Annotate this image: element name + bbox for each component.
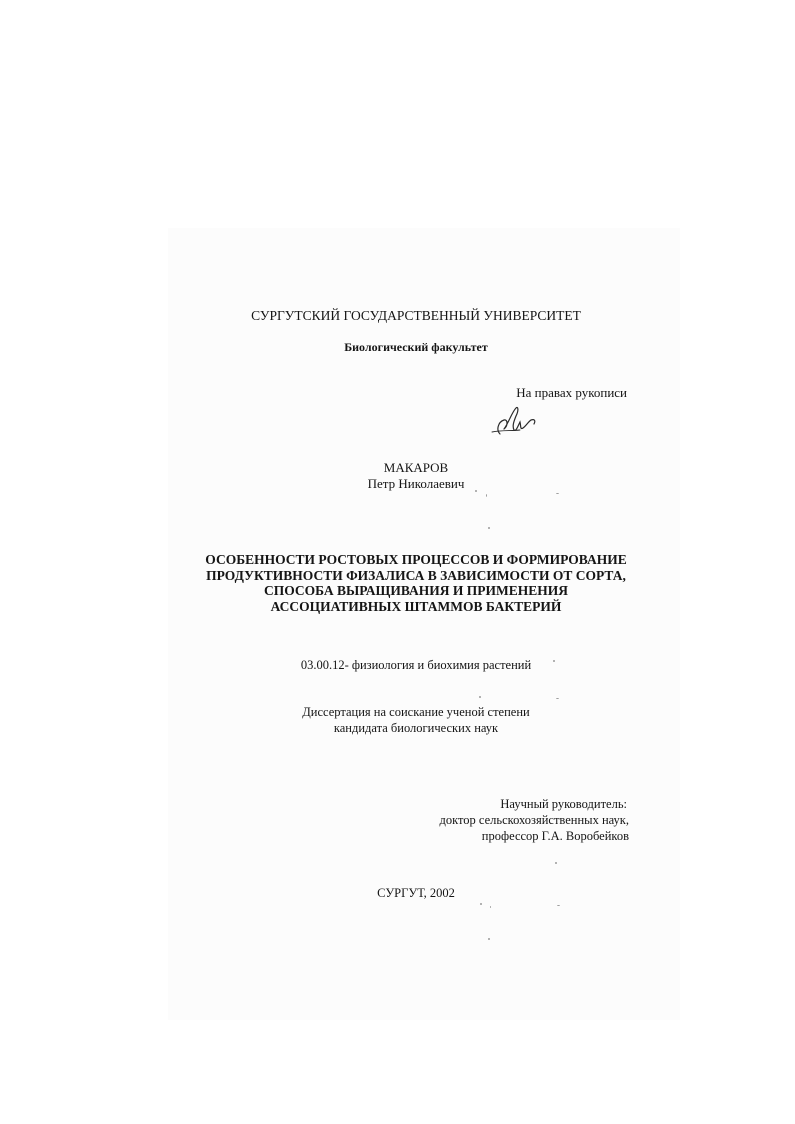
dissertation-degree-line: кандидата биологических наук <box>333 721 499 735</box>
scan-speck <box>488 527 490 529</box>
dissertation-degree-line: Диссертация на соискание ученой степени <box>302 705 530 719</box>
title-line: ПРОДУКТИВНОСТИ ФИЗАЛИСА В ЗАВИСИМОСТИ ОТ СОРТА, <box>206 567 626 583</box>
scan-speck <box>479 696 481 698</box>
rights-note: На правах рукописи <box>516 385 627 400</box>
scan-speck <box>553 660 555 662</box>
author-names: Петр Николаевич <box>367 476 465 491</box>
scan-speck <box>556 493 559 494</box>
author-surname: МАКАРОВ <box>383 460 449 475</box>
title-line: ОСОБЕННОСТИ РОСТОВЫХ ПРОЦЕССОВ И ФОРМИРОВАНИЕ <box>205 552 627 567</box>
scan-speck <box>557 905 560 906</box>
scan-speck <box>555 862 557 864</box>
supervisor-degree: доктор сельскохозяйственных наук, <box>439 813 629 827</box>
dissertation-title <box>0 552 795 614</box>
scan-speck <box>480 903 482 905</box>
specialty-code: 03.00.12- физиология и биохимия растений <box>300 658 532 672</box>
city-year: СУРГУТ, 2002 <box>377 886 455 900</box>
handwritten-signature <box>490 404 540 438</box>
scan-speck <box>486 494 487 497</box>
title-line: СПОСОБА ВЫРАЩИВАНИЯ И ПРИМЕНЕНИЯ <box>263 583 569 598</box>
supervisor-name: профессор Г.А. Воробейков <box>481 829 629 843</box>
title-line: АССОЦИАТИВНЫХ ШТАММОВ БАКТЕРИЙ <box>270 598 562 614</box>
scan-speck <box>488 938 490 940</box>
university-name: СУРГУТСКИЙ ГОСУДАРСТВЕННЫЙ УНИВЕРСИТЕТ <box>251 308 581 323</box>
scan-speck <box>475 490 477 492</box>
supervisor-label: Научный руководитель: <box>500 797 627 811</box>
scan-speck <box>556 698 559 699</box>
scan-speck <box>490 906 491 908</box>
faculty-name: Биологический факультет <box>344 340 488 354</box>
